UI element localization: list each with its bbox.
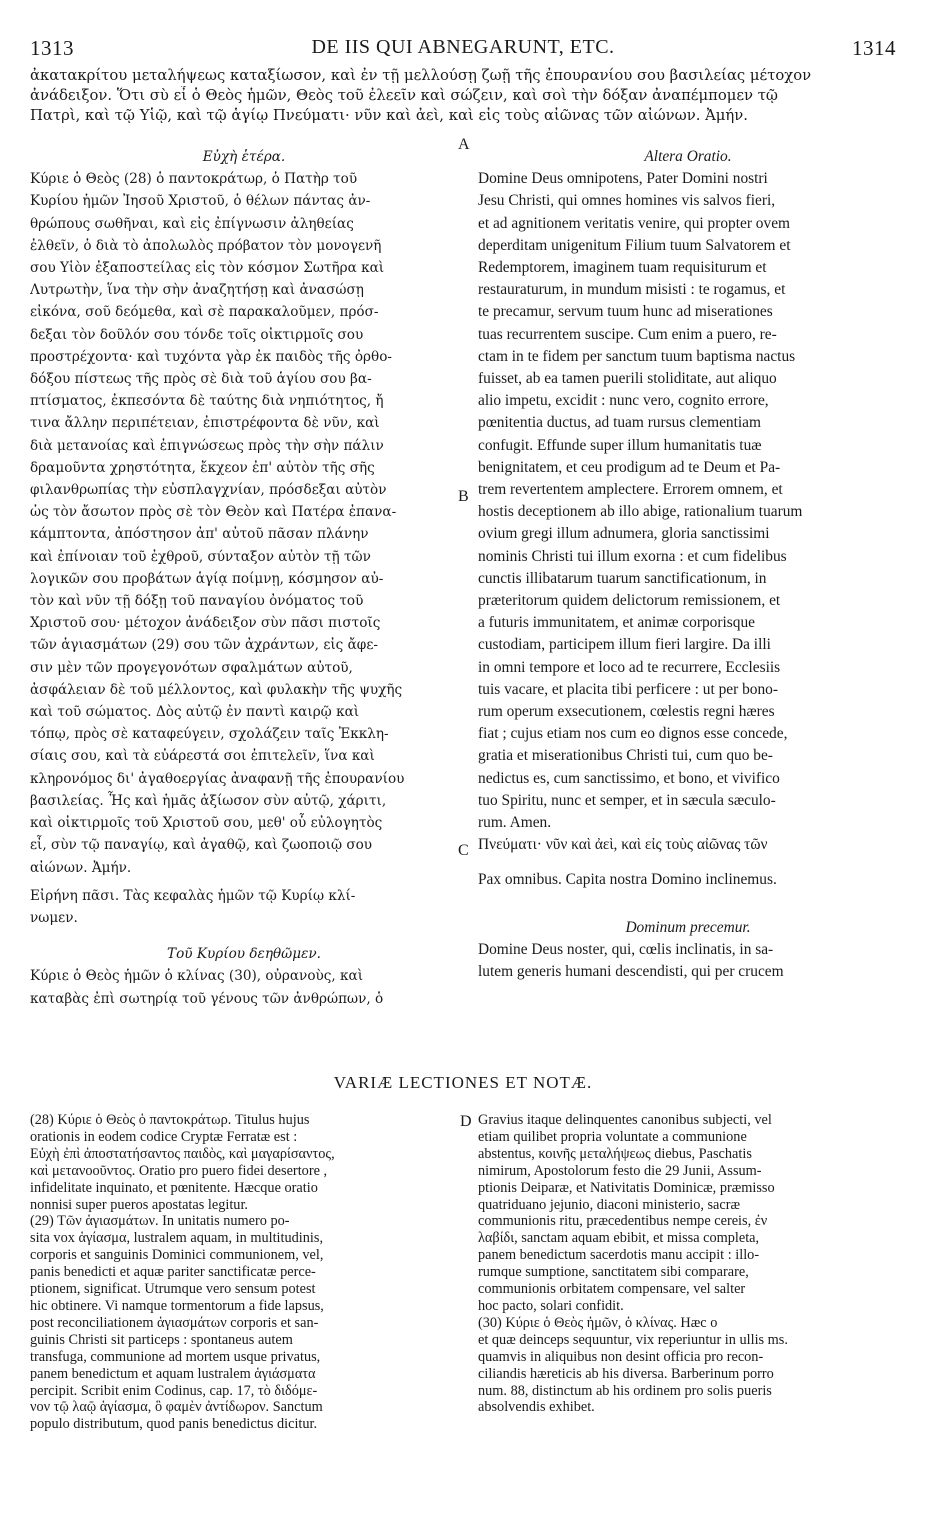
greek-line: καταβὰς ἐπὶ σωτηρίᾳ τοῦ γένους τῶν ἀνθρώπων, ὁ: [30, 990, 384, 1007]
latin-prayer-title: Altera Oratio.: [644, 148, 732, 165]
page-header: [30, 36, 896, 62]
note-line: absolvendis exhibet.: [478, 1399, 595, 1416]
greek-subtitle: Τοῦ Κυρίου δεηθῶμεν.: [167, 946, 321, 963]
note-line: ptionem, significat. Utrumque vero sensum potest: [30, 1281, 316, 1298]
note-line: hoc pacto, solari confidit.: [478, 1297, 624, 1314]
notes-left-column: [30, 1112, 460, 1433]
greek-line: τόπῳ, πρὸς σὲ καταφεύγειν, σχολάζειν ταῖς Ἐκκλη-: [30, 726, 389, 743]
greek-line: καὶ ἐπίνοιαν τοῦ ἐχθροῦ, σύνταξον αὐτὸν τῇ τῶν: [30, 548, 371, 565]
note-line: communionis orbitatem compensare, vel salter: [478, 1281, 746, 1298]
greek-line: σίαις σου, καὶ τὰ εὐάρεστά σοι ἐπιτελεῖν, ἵνα καὶ: [30, 748, 375, 765]
note-line: sita vox ἁγίασμα, lustralem aquam, in multitudinis,: [30, 1230, 324, 1247]
greek-line: πτίσματος, ἐκπεσόντα δὲ ταύτης διὰ νηπιότητος, ἤ: [30, 393, 384, 410]
greek-line: εἶ, σὺν τῷ παναγίῳ, καὶ ἀγαθῷ, καὶ ζωοποιῷ σου: [30, 837, 373, 854]
greek-line: λογικῶν σου προβάτων ἁγίᾳ ποίμνῃ, κόσμησον αὐ-: [30, 570, 384, 587]
note-line: communionis ritu, præcedentibus nempe cereis, ἐν: [478, 1213, 768, 1230]
greek-line: διὰ μετανοίας καὶ ἐπιγνώσεως πρὸς τὴν σὴν πάλιν: [30, 437, 384, 454]
latin-line: in omni tempore et loco ad te recurrere, Ecclesiis: [478, 658, 781, 676]
notes-right-column: [478, 1112, 898, 1416]
greek-line: Λυτρωτὴν, ἵνα τὴν σὴν ἀναζητήσῃ καὶ ἀνασώσῃ: [30, 282, 364, 299]
latin-line: nominis Christi tui illum exorna : et cum fidelibus: [478, 547, 787, 565]
greek-text: [30, 168, 458, 879]
left-column-number: 1313: [30, 36, 74, 60]
latin-line: præteritorum quidem delictorum remissionem, et: [478, 592, 781, 610]
note-line: νον τῷ λαῷ ἁγίασμα, ὃ φαμὲν ἀντίδωρον. Sanctum: [30, 1399, 323, 1416]
note-line: transfuga, communione ad mortem usque privatus,: [30, 1348, 321, 1365]
note-line: etiam quilibet propria voluntate a communione: [478, 1128, 747, 1145]
note-line: num. 88, distinctum ab his ordinem pro solis pueris: [478, 1382, 772, 1399]
note-line: quamvis in aliquibus non desint officia pro recon-: [478, 1348, 764, 1365]
note-line: populo distributum, quod panis benedictus dicitur.: [30, 1416, 318, 1433]
greek-line: σου Υἱὸν ἐξαποστείλας εἰς τὸν κόσμον Σωτῆρα καὶ: [30, 260, 385, 277]
note-line: rumque sumptione, sanctitatem sibi comparare,: [478, 1264, 749, 1281]
margin-marker-d: D: [460, 1113, 472, 1130]
note-line: panis benedicti et aquæ pariter sanctificatæ perce-: [30, 1264, 316, 1281]
greek-line: Κύριε ὁ Θεὸς ἡμῶν ὁ κλίνας (30), οὐρανοὺς, καὶ: [30, 968, 364, 985]
latin-line: deperditam unigenitum Filium tuum Salvatorem et: [478, 236, 791, 254]
note-line: guinis Christi sit particeps : spontaneus autem: [30, 1331, 293, 1348]
latin-line: tuis vacare, et placita tibi perficere : ut per bono-: [478, 680, 778, 698]
margin-marker-c: C: [458, 842, 469, 859]
greek-prayer-title: Εὐχὴ ἑτέρα.: [202, 149, 286, 165]
latin-line: hostis deceptionem ab illo abige, rationalium tuarum: [478, 503, 803, 521]
latin-line: tuas recurrentem suscipe. Cum enim a puero, re-: [478, 325, 777, 343]
latin-subtitle: Dominum precemur.: [625, 918, 751, 936]
greek-line: τῶν ἁγιασμάτων (29) σου τῶν ἀχράντων, εἰς ἄφε-: [30, 637, 378, 654]
greek-line: δόξου πίστεως τῆς πρὸς σὲ διὰ τοῦ ἁγίου σου βα-: [30, 371, 372, 388]
latin-line: confugit. Effunde super illum humanitatis tuæ: [478, 436, 762, 454]
note-line: (29) Τῶν ἁγιασμάτων. In unitatis numero po-: [30, 1213, 290, 1230]
note-line: hic obtinere. Vi namque tormentorum a fide lapsus,: [30, 1297, 324, 1314]
latin-line: trem revertentem amplectere. Errorem omnem, et: [478, 481, 783, 499]
latin-line: et ad agnitionem veritatis venire, qui propter ovem: [478, 214, 790, 232]
greek-line: Κυρίου ἡμῶν Ἰησοῦ Χριστοῦ, ὁ θέλων πάντας ἀν-: [30, 193, 371, 210]
note-line: infidelitate inquinato, et pœnitente. Hæcque oratio: [30, 1179, 318, 1196]
notes-heading: VARIÆ LECTIONES ET NOTÆ.: [333, 1073, 593, 1092]
greek-line: ἐλθεῖν, ὁ διὰ τὸ ἀπολωλὸς πρόβατον τὸν μονογενῆ: [30, 237, 382, 254]
greek-line: ἀσφάλειαν δὲ τοῦ μέλλοντος, καὶ φυλακὴν τῆς ψυχῆς: [30, 681, 403, 698]
latin-line: nedictus es, cum sanctissimo, et bono, et vivifico: [478, 769, 780, 787]
margin-marker-a: A: [458, 136, 470, 153]
note-line: ptionis Deiparæ, et Nativitatis Dominicæ, præmisso: [478, 1179, 775, 1196]
latin-line: Domine Deus noster, qui, cœlis inclinatis, in sa-: [478, 940, 774, 958]
latin-line: pœnitentia ductus, ad tuam rursus clementiam: [478, 414, 761, 432]
note-line: orationis in eodem codice Cryptæ Ferratæ est :: [30, 1128, 298, 1145]
latin-line: ovium gregi illum adnumera, gloria sanctissimi: [478, 525, 770, 543]
latin-column: [478, 146, 898, 983]
latin-line: te precamur, servum tuum hunc ad miserationes: [478, 303, 773, 321]
greek-line: τὸν καὶ νῦν τῇ δόξῃ τοῦ παναγίου ὀνόματος τοῦ: [30, 593, 364, 610]
greek-line: θρώπους σωθῆναι, καὶ εἰς ἐπίγνωσιν ἀληθείας: [30, 215, 354, 232]
greek-line: εἰκόνα, σοῦ δεόμεθα, καὶ σὲ παρακαλοῦμεν, πρόσ-: [30, 304, 379, 321]
latin-line: ctam in te fidem per sanctum tuum baptisma nactus: [478, 347, 796, 365]
greek-line: προστρέχοντα· καὶ τυχόντα γὰρ ἐκ παιδὸς τῆς ὀρθο-: [30, 348, 392, 365]
latin-line: Domine Deus omnipotens, Pater Domini nostri: [478, 170, 768, 188]
note-line: Gravius itaque delinquentes canonibus subjecti, vel: [478, 1112, 772, 1128]
greek-line: δραμοῦντα χρηστότητα, ἔκχεον ἐπ' αὐτὸν τῆς σῆς: [30, 459, 375, 476]
greek-line: αἰώνων. Ἀμήν.: [30, 859, 132, 876]
note-line: nonnisi super pueros apostatas legitur.: [30, 1196, 248, 1213]
note-line: λαβίδι, sanctam aquam ebibit, et missa completa,: [478, 1230, 760, 1247]
note-line: corporis et sanguinis Dominici communionem, vel,: [30, 1247, 324, 1264]
note-line: panem benedictum et aquam lustralem ἁγιάσματα: [30, 1365, 316, 1382]
latin-line: a futuris immunitatem, et animæ corporisque: [478, 614, 755, 632]
running-title: DE IIS QUI ABNEGARUNT, ETC.: [311, 36, 615, 58]
latin-line: Πνεύματι· νῦν καὶ ἀεὶ, καὶ εἰς τοὺς αἰῶνας τῶν: [478, 836, 768, 854]
note-line: quatriduano jejunio, diaconi ministerio, sacræ: [478, 1196, 741, 1213]
latin-line: rum. Amen.: [478, 814, 552, 832]
greek-pax-line: νωμεν.: [30, 909, 78, 926]
greek-line: φιλανθρωπίας τὴν εὐσπλαγχνίαν, πρόσδεξαι αὐτὸν: [30, 482, 387, 499]
latin-line: gratia et miserationibus Christi tui, cum quo be-: [478, 747, 773, 765]
intro-line: ἀνάδειξον. Ὅτι σὺ εἶ ὁ Θεὸς ἡμῶν, Θεὸς τοῦ ἐλεεῖν καὶ σώζειν, καὶ σοὶ τὴν δόξαν ἀναπέμπομεν τῷ: [30, 87, 778, 104]
note-line: et quæ deinceps sequuntur, vix reperiuntur in ullis ms.: [478, 1331, 788, 1348]
latin-text: [478, 168, 898, 856]
note-line: nimirum, Apostolorum festo die 29 Junii, Assum-: [478, 1162, 762, 1179]
right-column-number: 1314: [852, 36, 896, 60]
greek-pax: [30, 885, 458, 929]
intro-line: Πατρὶ, καὶ τῷ Υἱῷ, καὶ τῷ ἁγίῳ Πνεύματι· νῦν καὶ ἀεὶ, καὶ εἰς τοὺς αἰῶνας τῶν αἰώνων. Ἀμήν.: [30, 107, 748, 124]
greek-final-text: [30, 965, 458, 1009]
note-line: percipit. Scribit enim Codinus, cap. 17, τὸ διδόμε-: [30, 1382, 318, 1399]
note-line: abstentus, κοινῆς μεταλήψεως diebus, Paschatis: [478, 1145, 752, 1162]
note-line: post reconciliationem ἁγιασμάτων corporis et san-: [30, 1314, 319, 1331]
latin-line: rum operum exsecutionem, cœlestis regni hæres: [478, 703, 775, 721]
latin-line: alio impetu, excidit : nunc vero, cognito errore,: [478, 392, 769, 410]
latin-line: tuo Spiritu, nunc et semper, et in sæcula sæculo-: [478, 791, 776, 809]
latin-line: benignitatem, et ceu prodigum ad te Deum et Pa-: [478, 458, 781, 476]
intro-block: [30, 66, 896, 126]
greek-pax-line: Εἰρήνη πᾶσι. Τὰς κεφαλὰς ἡμῶν τῷ Κυρίῳ κλί-: [30, 887, 356, 904]
greek-line: καὶ οἰκτιρμοῖς τοῦ Χριστοῦ σου, μεθ' οὗ εὐλογητὸς: [30, 815, 383, 832]
latin-final-text: [478, 939, 898, 983]
note-line: Εὐχὴ ἐπὶ ἀποστατήσαντος παιδὸς, καὶ μαγαρίσαντος,: [30, 1145, 335, 1162]
greek-line: βασιλείας. Ἧς καὶ ἡμᾶς ἀξίωσον σὺν αὐτῷ, χάριτι,: [30, 792, 387, 809]
latin-line: fiat ; cujus etiam nos cum eo dignos esse concede,: [478, 725, 788, 743]
latin-line: cunctis illibatarum tuarum sanctificationum, in: [478, 569, 767, 587]
latin-line: custodiam, participem illum fieri largire. Da illi: [478, 636, 771, 654]
greek-column: [30, 146, 458, 1010]
latin-pax: Pax omnibus. Capita nostra Domino inclinemus.: [478, 870, 777, 888]
greek-line: τινα ἄλλην περιπέτειαν, ἐπιστρέφοντα δὲ νῦν, καὶ: [30, 415, 380, 432]
greek-line: Κύριε ὁ Θεὸς (28) ὁ παντοκράτωρ, ὁ Πατὴρ τοῦ: [30, 171, 358, 188]
latin-line: lutem generis humani descendisti, qui per crucem: [478, 963, 784, 981]
note-line: panem benedictum sacerdotis manu accipit : illo-: [478, 1247, 760, 1264]
note-line: (28) Κύριε ὁ Θεὸς ὁ παντοκράτωρ. Titulus hujus: [30, 1112, 310, 1128]
intro-line: ἀκατακρίτου μεταλήψεως καταξίωσον, καὶ ἐν τῇ μελλούσῃ ζωῇ τῆς ἐπουρανίου σου βασιλείας μέτοχον: [30, 67, 812, 84]
note-line: καὶ μετανοοῦντος. Oratio pro puero fidei desertore ,: [30, 1162, 328, 1179]
greek-line: δεξαι τὸν δοῦλόν σου τόνδε τοῖς οἰκτιρμοῖς σου: [30, 326, 364, 343]
note-line: ciliandis hæreticis ab his diversa. Barberinum porro: [478, 1365, 774, 1382]
greek-line: κάμπτοντα, ἀπόστησον ἀπ' αὐτοῦ πᾶσαν πλάνην: [30, 526, 369, 543]
latin-line: fuisset, ab ea tamen puerili stoliditate, aut aliquo: [478, 370, 777, 388]
latin-line: Jesu Christi, qui omnes homines vis salvos fieri,: [478, 192, 776, 210]
note-line: (30) Κύριε ὁ Θεὸς ἡμῶν, ὁ κλίνας. Hæc o: [478, 1314, 718, 1331]
greek-line: Χριστοῦ σου· μέτοχον ἀνάδειξον σὺν πᾶσι πιστοῖς: [30, 615, 381, 632]
margin-marker-b: B: [458, 488, 469, 505]
greek-line: ὡς τὸν ἄσωτον πρὸς σὲ τὸν Θεὸν καὶ Πατέρα ἐπανα-: [30, 504, 397, 521]
latin-line: Redemptorem, imaginem tuam requisiturum et: [478, 259, 767, 277]
greek-line: καὶ τοῦ σώματος. Δὸς αὐτῷ ἐν παντὶ καιρῷ καὶ: [30, 704, 360, 721]
greek-line: κληρονόμος δι' ἀγαθοεργίας ἀναφανῇ τῆς ἐπουρανίου: [30, 770, 405, 787]
latin-line: restauraturum, in mundum misisti : te rogamus, et: [478, 281, 786, 299]
greek-line: σιν μὲν τῶν προγεγονότων σφαλμάτων αὐτοῦ,: [30, 659, 353, 676]
